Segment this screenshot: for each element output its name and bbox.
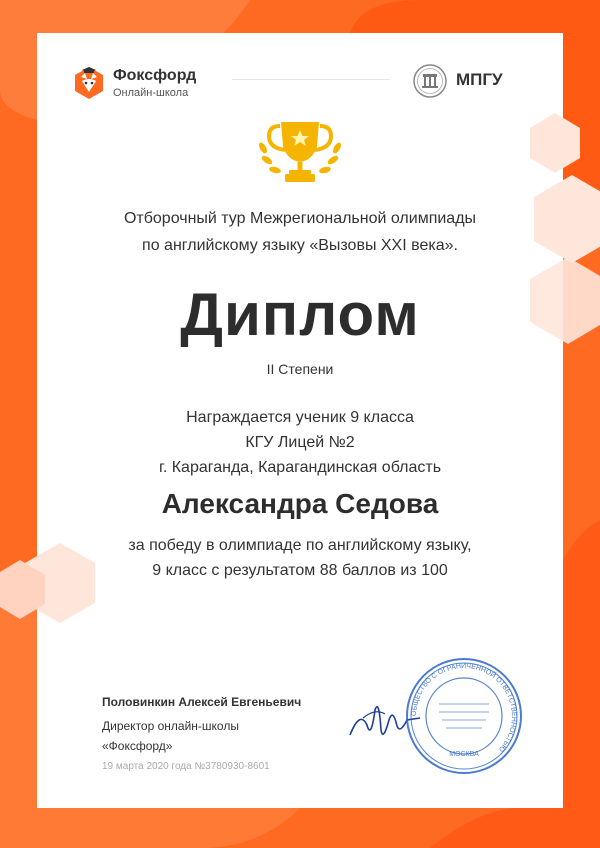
award-reason — [60, 533, 540, 583]
olympiad-line-1: Отборочный тур Межрегиональной олимпиады — [123, 210, 477, 227]
diploma-title: Диплом — [180, 281, 420, 348]
trophy-icon — [255, 118, 345, 190]
award-line-2: КГУ Лицей №2 — [245, 434, 355, 451]
company-stamp — [404, 656, 524, 776]
diploma-degree: II Степени — [266, 361, 334, 377]
signer-role-line-1: Директор онлайн-школы — [102, 719, 239, 733]
stamp-outer-text: ОБЩЕСТВО С ОГРАНИЧЕННОЙ ОТВЕТСТВЕННОСТЬЮ — [410, 662, 518, 753]
olympiad-line-2: по английскому языку «Вызовы XXI века». — [142, 237, 458, 254]
reason-line-2: 9 класс с результатом 88 баллов из 100 — [152, 562, 448, 579]
olympiad-description — [60, 205, 540, 259]
reason-line-1: за победу в олимпиаде по английскому языку, — [128, 537, 472, 554]
signer-name: Половинкин Алексей Евгеньевич — [102, 695, 302, 709]
brand-name: Фоксфорд — [113, 67, 197, 84]
partner-name: МПГУ — [456, 70, 503, 89]
signer-role-line-2: «Фоксфорд» — [102, 739, 173, 753]
certificate-id: 19 марта 2020 года №3780930-8601 — [102, 761, 270, 772]
mpgu-emblem-icon — [413, 64, 447, 98]
award-block — [60, 405, 540, 480]
stamp-city: МОСКВА — [449, 751, 479, 758]
brand-subtitle: Онлайн-школа — [113, 87, 189, 99]
award-line-3: г. Караганда, Карагандинская область — [158, 459, 442, 476]
recipient-name: Александра Седова — [161, 488, 439, 519]
award-line-1: Награждается ученик 9 класса — [186, 409, 414, 426]
fox-logo-icon — [73, 65, 105, 101]
header-divider — [232, 79, 390, 80]
signer-role — [102, 716, 239, 756]
